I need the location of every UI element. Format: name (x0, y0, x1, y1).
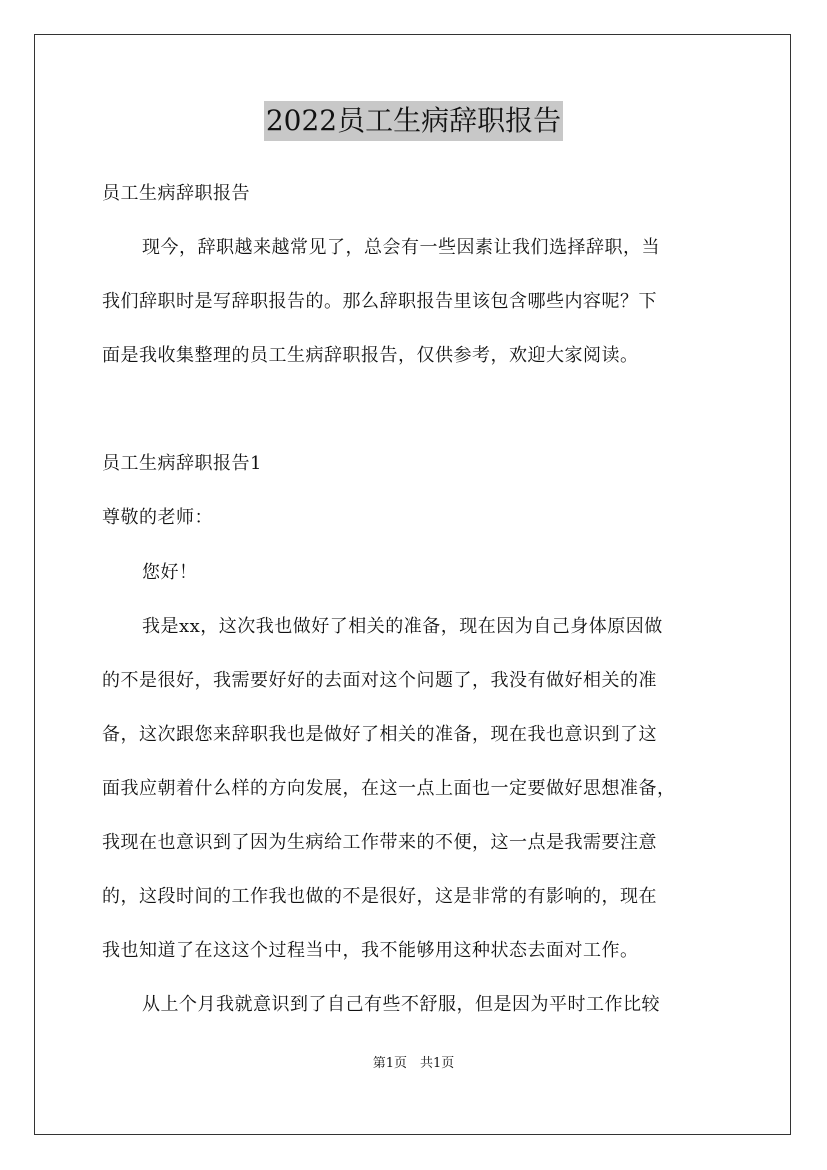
intro-line-3: 面是我收集整理的员工生病辞职报告，仅供参考，欢迎大家阅读。 (102, 345, 639, 366)
intro-line-2: 我们辞职时是写辞职报告的。那么辞职报告里该包含哪些内容呢？下 (102, 291, 657, 312)
document-title-text: 2022员工生病辞职报告 (264, 101, 563, 141)
body-line-1: 我是xx，这次我也做好了相关的准备，现在因为自己身体原因做 (142, 616, 663, 637)
body-line-3: 备，这次跟您来辞职我也是做好了相关的准备，现在我也意识到了这 (102, 724, 657, 745)
document-subtitle: 员工生病辞职报告 (102, 183, 250, 204)
body-line-2: 的不是很好，我需要好好的去面对这个问题了，我没有做好相关的准 (102, 670, 657, 691)
body-line-5: 我现在也意识到了因为生病给工作带来的不便，这一点是我需要注意 (102, 832, 657, 853)
section-heading: 员工生病辞职报告1 (102, 453, 262, 474)
body-line-7: 我也知道了在这这个过程当中，我不能够用这种状态去面对工作。 (102, 940, 639, 961)
body-line-6: 的，这段时间的工作我也做的不是很好，这是非常的有影响的，现在 (102, 886, 657, 907)
greeting: 您好！ (142, 562, 198, 583)
body-line-8: 从上个月我就意识到了自己有些不舒服，但是因为平时工作比较 (142, 994, 660, 1015)
document-title (0, 101, 827, 141)
body-line-4: 面我应朝着什么样的方向发展，在这一点上面也一定要做好思想准备， (102, 778, 676, 799)
salutation: 尊敬的老师： (102, 507, 213, 528)
intro-line-1: 现今，辞职越来越常见了，总会有一些因素让我们选择辞职，当 (142, 237, 660, 258)
page-number: 第1页 共1页 (372, 1056, 455, 1071)
